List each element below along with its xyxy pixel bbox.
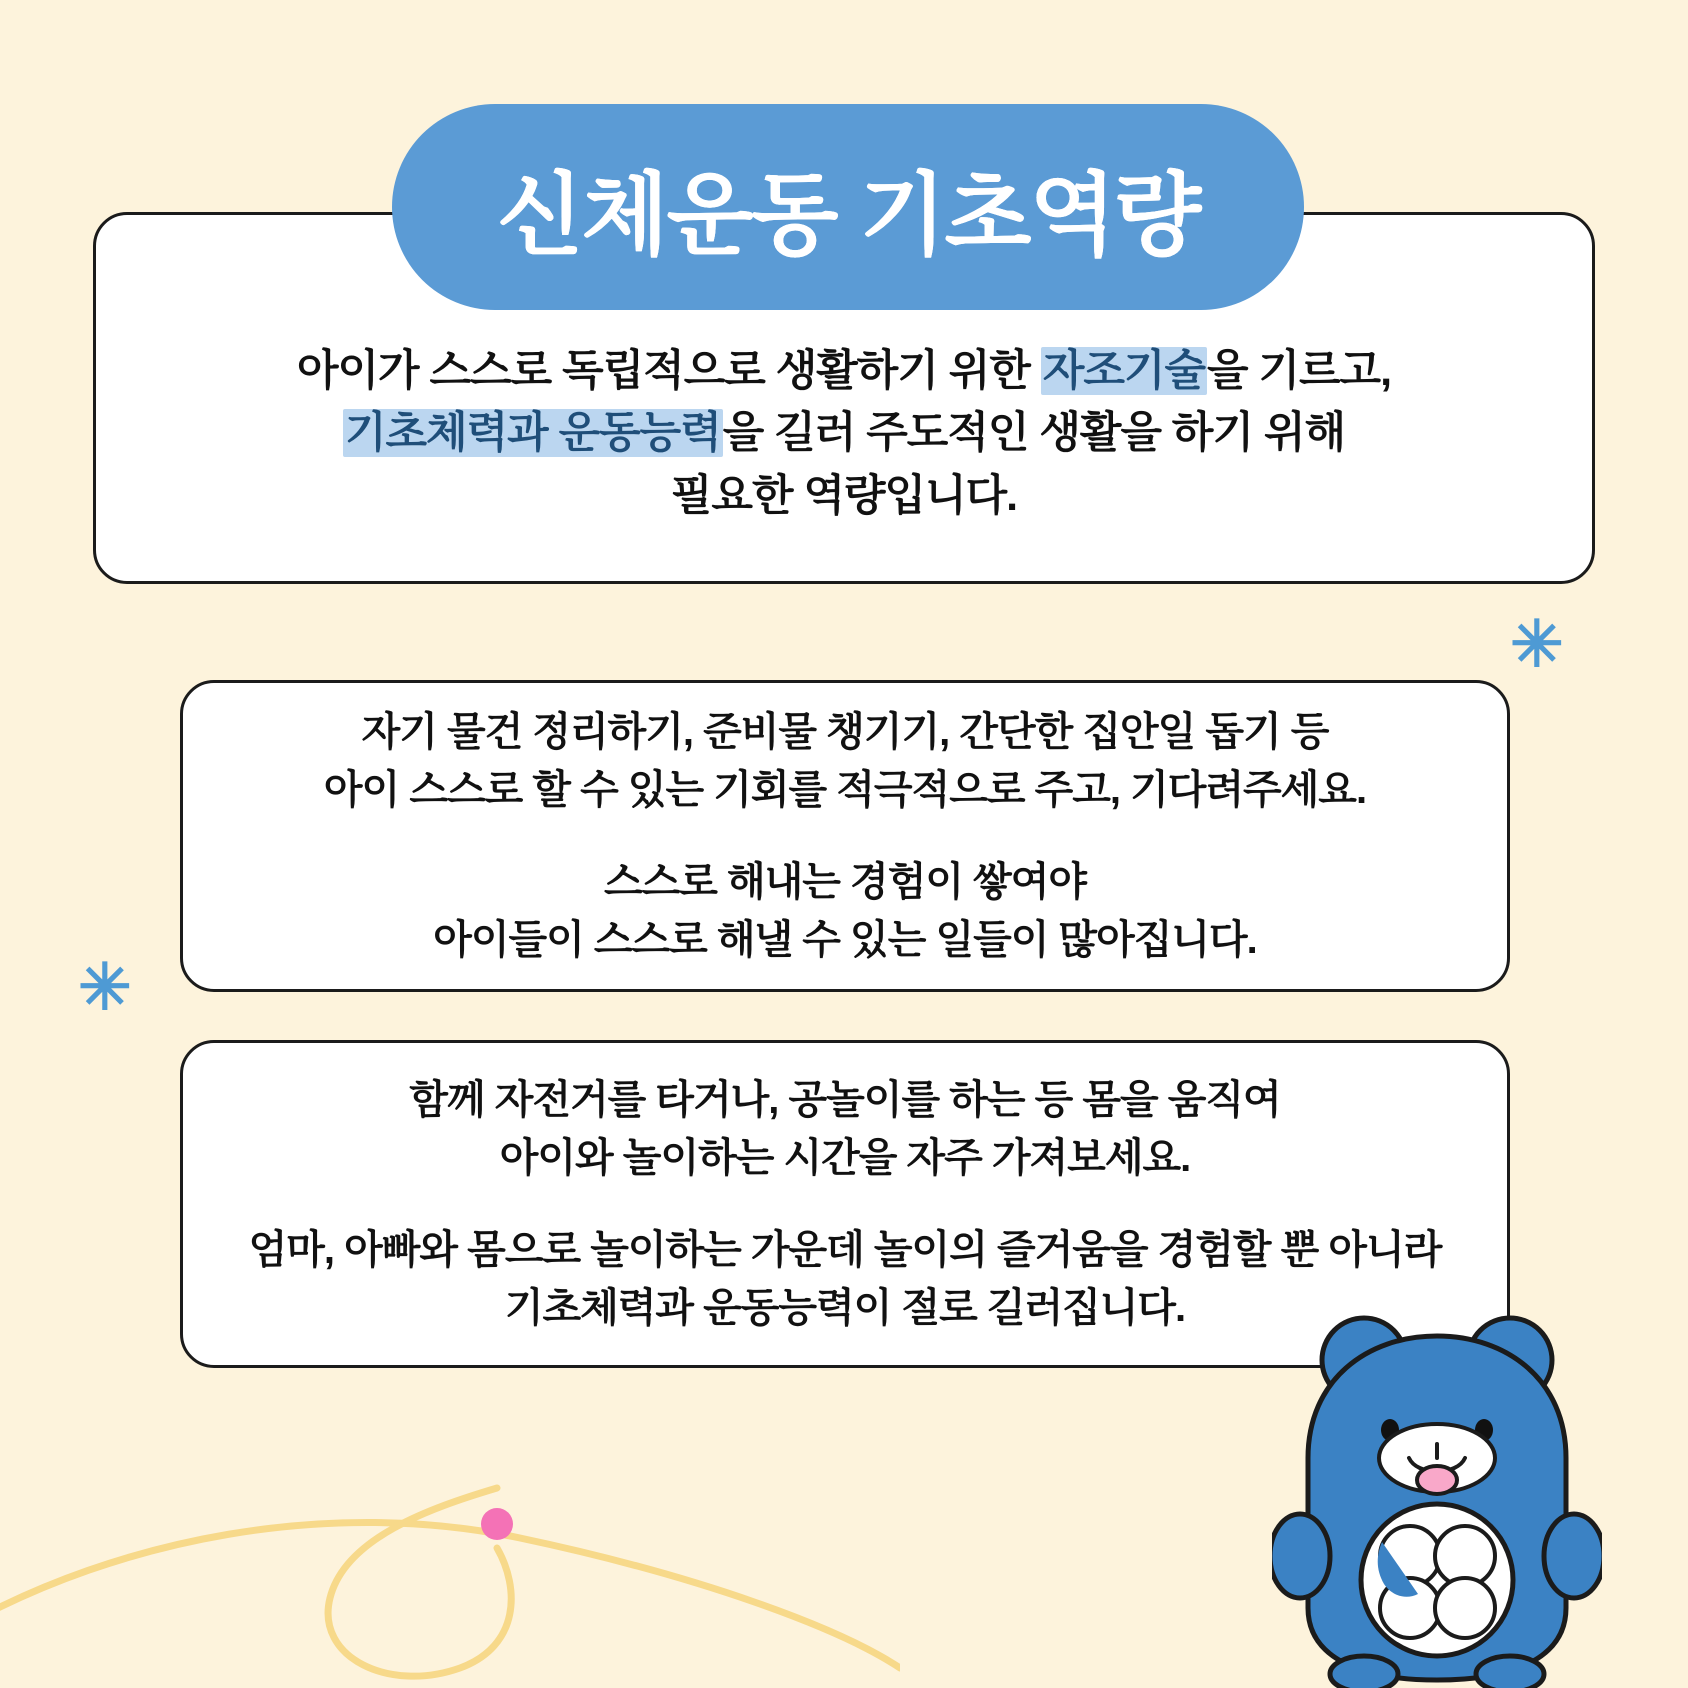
- tip2-paragraph-2: [249, 1221, 1442, 1337]
- tip1-p1-line2: 아이 스스로 할 수 있는 기회를 적극적으로 주고, 기다려주세요.: [323, 768, 1367, 812]
- tip1-paragraph-2: [433, 853, 1257, 969]
- page-title: 신체운동 기초역량: [496, 166, 1200, 266]
- tip1-p2-line2: 아이들이 스스로 해낼 수 있는 일들이 많아집니다.: [433, 918, 1257, 962]
- tip2-paragraph-1: [409, 1071, 1280, 1187]
- tip2-p1-line2: 아이와 놀이하는 시간을 자주 가져보세요.: [499, 1136, 1191, 1180]
- asterisk-icon: ✳: [78, 951, 132, 1023]
- decorative-pink-dot: [481, 1508, 513, 1540]
- intro-line3: 필요한 역량입니다.: [670, 471, 1018, 520]
- mascot-character: [1272, 1308, 1602, 1688]
- tip-card-1: [180, 680, 1510, 992]
- intro-line1-suffix: 을 기르고,: [1207, 346, 1392, 395]
- intro-line1-prefix: 아이가 스스로 독립적으로 생활하기 위한: [296, 346, 1041, 395]
- intro-text-block: [297, 340, 1391, 527]
- tip1-p1-line1: 자기 물건 정리하기, 준비물 챙기기, 간단한 집안일 돕기 등: [361, 710, 1329, 754]
- tip2-p2-line1: 엄마, 아빠와 몸으로 놀이하는 가운데 놀이의 즐거움을 경험할 뿐 아니라: [248, 1228, 1442, 1272]
- tip1-paragraph-1: [324, 703, 1366, 819]
- intro-line2-suffix: 을 길러 주도적인 생활을 하기 위해: [722, 409, 1346, 458]
- page-title-pill: [392, 104, 1304, 310]
- tip2-p2-line2: 기초체력과 운동능력이 절로 길러집니다.: [504, 1286, 1186, 1330]
- tip1-p2-line1: 스스로 해내는 경험이 쌓여야: [603, 860, 1087, 904]
- asterisk-icon: ✳: [1510, 608, 1564, 680]
- tip2-p1-line1: 함께 자전거를 타거나, 공놀이를 하는 등 몸을 움직여: [409, 1078, 1281, 1122]
- intro-line2-highlight: 기초체력과 운동능력: [344, 409, 721, 458]
- intro-line1-highlight: 자조기술: [1042, 346, 1205, 395]
